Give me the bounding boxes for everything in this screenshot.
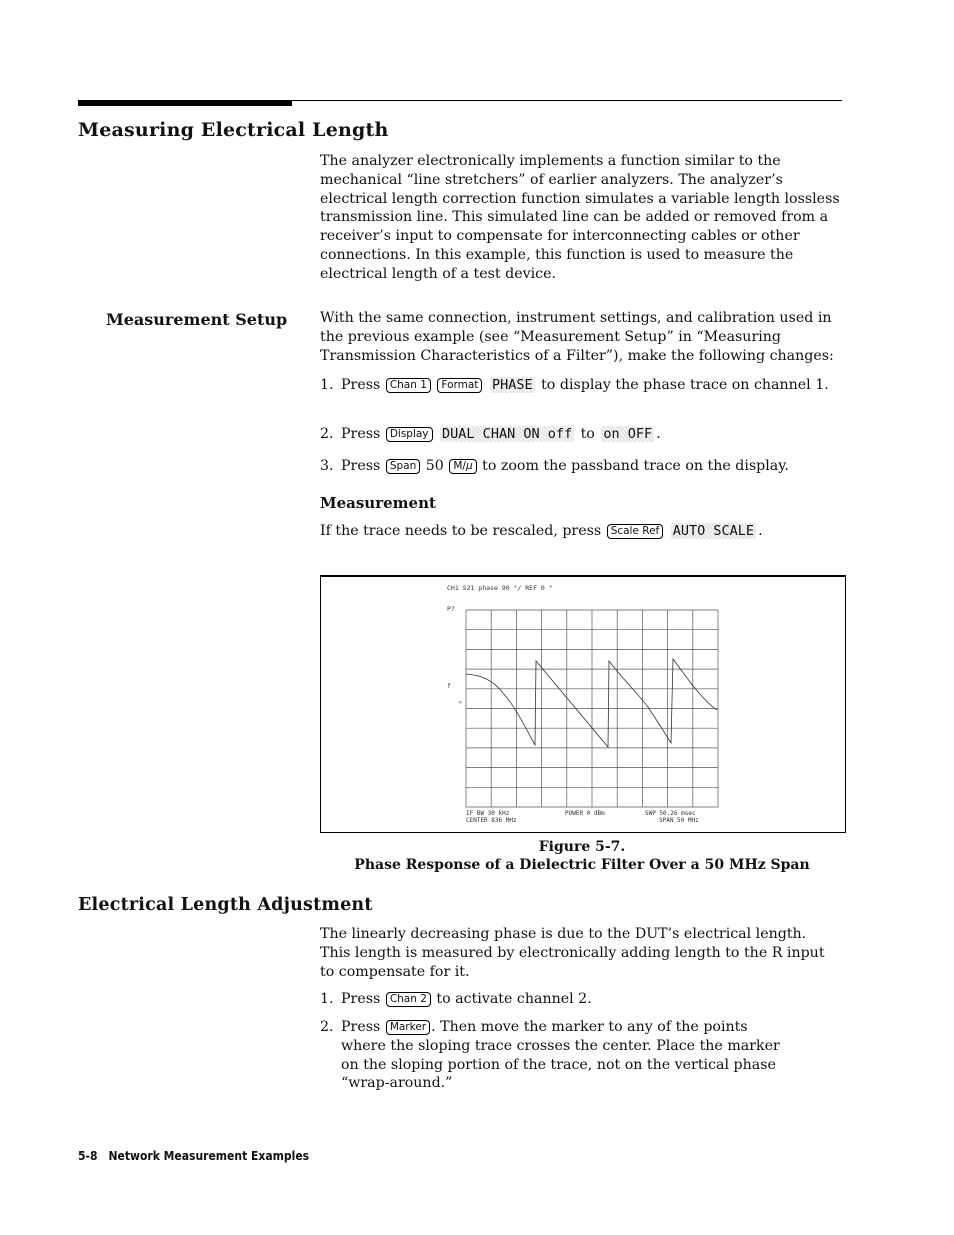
adjust-step-1 [320,990,840,1009]
intro-paragraph: The analyzer electronically implements a function similar to the mechanical “line stretchers” of earlier analyzers. The analyzer’s electrical length correction function simulates a variable length lossless transmission line. This simulated line can be added or removed from a receiver’s input to compensate for interconnecting cables or other connections. In this example, this function is used to measure the electrical length of a test device. [320,153,840,282]
page-footer [78,1149,309,1163]
top-rule-bar [78,100,292,106]
period: . [758,523,763,539]
format-key[interactable]: Format [437,378,482,393]
step-text: . Then move the marker to any of the points where the sloping trace crosses the center. Place the marker on the sloping portion of the trace, not on the vertical phase “wrap-around.” [341,1019,780,1092]
press-label: Press [341,458,381,474]
setup-step-2 [320,425,840,444]
screen-marker-f: f [447,682,451,690]
screen-header: CH1 S21 phase 90 °/ REF 0 ° [447,584,553,592]
heading-measurement-setup: Measurement Setup [106,310,288,329]
figure-caption: Phase Response of a Dielectric Filter Over a 50 MHz Span [354,857,810,873]
screen-center: CENTER 836 MHz [466,817,517,824]
screen-ifbw: IF BW 30 kHz [466,810,510,817]
press-label: Press [341,1019,381,1035]
mu-symbol: μ [465,460,473,472]
step-number: 2. [320,1019,334,1035]
setup-step-3 [320,457,840,476]
screen-span: SPAN 50 MHz [659,817,699,824]
measurement-text [320,522,840,541]
screen-reference-marker: ▹ [459,698,463,706]
span-value: 50 [425,458,444,474]
auto-scale-softkey[interactable]: AUTO SCALE [672,523,755,539]
heading-measurement: Measurement [320,494,436,512]
display-key[interactable]: Display [386,427,433,442]
chan1-key[interactable]: Chan 1 [386,378,431,393]
press-label: Press [341,426,381,442]
graticule [466,610,718,807]
span-key[interactable]: Span [386,459,420,474]
chan2-key[interactable]: Chan 2 [386,992,431,1007]
phase-softkey[interactable]: PHASE [491,377,533,393]
phase-trace [466,659,717,747]
step-number: 2. [320,426,334,442]
screen-sweep: SWP 50.26 msec [645,810,696,817]
screen-power: POWER 0 dBm [565,810,605,817]
step-text: to activate channel 2. [436,991,592,1007]
step-text: to zoom the passband trace on the display. [482,458,789,474]
step-number: 3. [320,458,334,474]
analyzer-screen [321,577,845,832]
to-label: to [580,426,595,442]
step-text: to display the phase trace on channel 1. [541,377,829,393]
figure-frame [320,575,846,833]
m-mu-key-label: M/ [453,460,466,472]
section-title-electrical-length-adjustment: Electrical Length Adjustment [78,895,373,915]
period: . [656,426,661,442]
scale-ref-key[interactable]: Scale Ref [607,524,664,539]
m-mu-key[interactable] [449,459,476,474]
step-number: 1. [320,377,334,393]
screen-marker-p: P? [447,605,455,613]
press-label: Press [341,991,381,1007]
page-number: 5-8 [78,1149,98,1163]
figure-label: Figure 5-7. [538,839,626,855]
on-off-softkey[interactable]: on OFF [603,426,653,442]
setup-step-1 [320,376,840,395]
section-title-measuring-electrical-length: Measuring Electrical Length [78,119,389,141]
marker-key[interactable]: Marker [386,1020,430,1035]
adjust-step-2 [320,1018,840,1092]
setup-paragraph: With the same connection, instrument settings, and calibration used in the previous example (see “Measurement Setup” in “Measuring Transmission Characteristics of a Filter”), make the following changes: [320,310,834,364]
step-number: 1. [320,991,334,1007]
dual-chan-softkey[interactable]: DUAL CHAN ON off [442,426,573,442]
footer-title: Network Measurement Examples [108,1149,310,1163]
adjustment-paragraph: The linearly decreasing phase is due to the DUT’s electrical length. This length is measured by electronically adding length to the R input to compensate for it. [320,926,825,980]
press-label: Press [341,377,381,393]
measurement-text-pre: If the trace needs to be rescaled, press [320,523,602,539]
